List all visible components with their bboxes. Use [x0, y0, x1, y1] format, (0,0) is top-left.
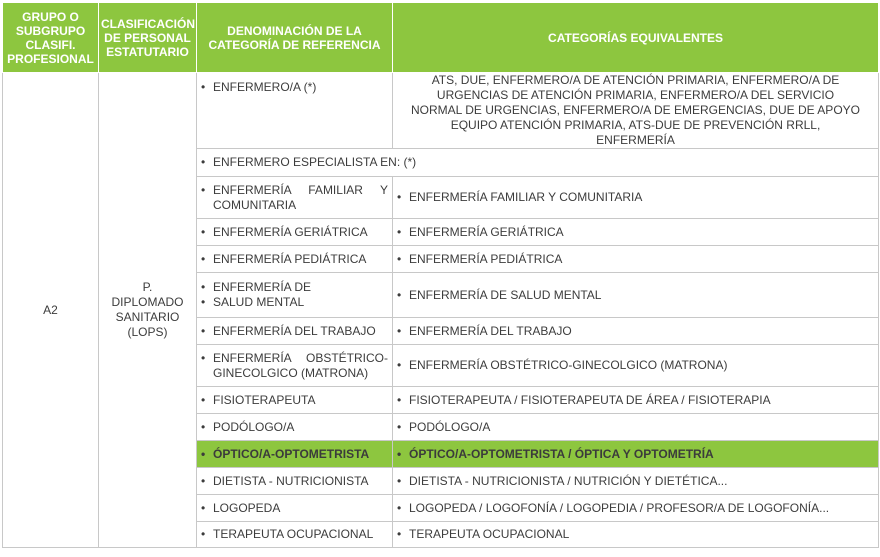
- bullet: •: [397, 323, 402, 338]
- equivalent-cell: ATS, DUE, ENFERMERO/A DE ATENCIÓN PRIMARIA, ENFERMERO/A DE URGENCIAS DE ATENCIÓN PRIMARIA, ENFERMERO/A DEL SERVICIO NORMAL DE URGENCIAS, ENFERMERO/A DE EMERGENCIAS, DUE DE APOYO EQUIPO ATENCIÓN PRIMARIA, ATS-DUE DE PREVENCIÓN RRLL, ENFERMERÍA: [393, 73, 879, 149]
- bullet: •: [397, 190, 402, 204]
- reference-cell: • ENFERMERÍA GERIÁTRICA: [197, 219, 393, 246]
- reference-cell: • ENFERMERO/A (*): [197, 73, 393, 149]
- equivalent-cell: • ENFERMERÍA FAMILIAR Y COMUNITARIA: [393, 177, 879, 219]
- bullet: •: [397, 419, 402, 434]
- equivalent-cell: • LOGOPEDA / LOGOFONÍA / LOGOPEDIA / PROFESOR/A DE LOGOFONÍA...: [393, 495, 879, 522]
- reference-cell: • PODÓLOGO/A: [197, 414, 393, 441]
- bullet: •: [397, 251, 402, 266]
- equivalent-cell: • TERAPEUTA OCUPACIONAL: [393, 522, 879, 548]
- header-equivalent-categories: CATEGORÍAS EQUIVALENTES: [393, 3, 879, 73]
- bullet: •: [397, 500, 402, 515]
- header-group: GRUPO O SUBGRUPO CLASIFI. PROFESIONAL: [3, 3, 99, 73]
- bullet: •: [201, 446, 206, 461]
- equivalent-cell: • PODÓLOGO/A: [393, 414, 879, 441]
- classification-cell: P. DIPLOMADO SANITARIO (LOPS): [99, 73, 197, 548]
- bullet: •: [397, 224, 402, 239]
- reference-cell: • ENFERMERÍA DE • SALUD MENTAL: [197, 273, 393, 318]
- equivalent-cell: • DIETISTA - NUTRICIONISTA / NUTRICIÓN Y DIETÉTICA...: [393, 468, 879, 495]
- bullet: •: [201, 182, 206, 197]
- bullet: •: [201, 323, 206, 338]
- bullet: •: [201, 251, 206, 266]
- bullet: •: [397, 392, 402, 407]
- bullet: •: [397, 527, 402, 541]
- bullet: •: [397, 473, 402, 488]
- bullet: •: [201, 500, 206, 515]
- bullet: •: [201, 419, 206, 434]
- reference-cell: • DIETISTA - NUTRICIONISTA: [197, 468, 393, 495]
- reference-cell: • ENFERMERÍA FAMILIAR Y COMUNITARIA: [197, 177, 393, 219]
- bullet: •: [201, 392, 206, 407]
- reference-cell: • ENFERMERO ESPECIALISTA EN: (*): [197, 149, 879, 177]
- group-cell: A2: [3, 73, 99, 548]
- table-header-row: [3, 3, 879, 73]
- reference-cell: • LOGOPEDA: [197, 495, 393, 522]
- bullet: •: [201, 155, 206, 169]
- reference-cell: • ENFERMERÍA PEDIÁTRICA: [197, 246, 393, 273]
- equivalent-cell: • ENFERMERÍA GERIÁTRICA: [393, 219, 879, 246]
- reference-cell: • TERAPEUTA OCUPACIONAL: [197, 522, 393, 548]
- bullet: •: [397, 287, 402, 302]
- header-reference-category: DENOMINACIÓN DE LA CATEGORÍA DE REFERENCIA: [197, 3, 393, 73]
- header-classification: CLASIFICACIÓN DE PERSONAL ESTATUTARIO: [99, 3, 197, 73]
- bullet: •: [201, 280, 206, 294]
- table-row: [3, 73, 879, 149]
- bullet: •: [397, 358, 402, 372]
- bullet: •: [201, 527, 206, 541]
- equivalent-cell: • ENFERMERÍA DEL TRABAJO: [393, 318, 879, 345]
- equivalent-cell: • ENFERMERÍA PEDIÁTRICA: [393, 246, 879, 273]
- equivalent-cell: • ÓPTICO/A-OPTOMETRISTA / ÓPTICA Y OPTOMETRÍA: [393, 441, 879, 468]
- equivalent-cell: • FISIOTERAPEUTA / FISIOTERAPEUTA DE ÁREA / FISIOTERAPIA: [393, 387, 879, 414]
- bullet: •: [201, 224, 206, 239]
- bullet: •: [397, 446, 402, 461]
- reference-cell: • ÓPTICO/A-OPTOMETRISTA: [197, 441, 393, 468]
- reference-cell: • ENFERMERÍA DEL TRABAJO: [197, 318, 393, 345]
- bullet: •: [201, 295, 206, 309]
- reference-cell: • FISIOTERAPEUTA: [197, 387, 393, 414]
- reference-cell: • ENFERMERÍA OBSTÉTRICO-GINECOLGICO (MATRONA): [197, 345, 393, 387]
- categories-table: [2, 2, 879, 548]
- bullet: •: [201, 80, 206, 94]
- bullet: •: [201, 350, 206, 365]
- equivalent-cell: • ENFERMERÍA OBSTÉTRICO-GINECOLGICO (MATRONA): [393, 345, 879, 387]
- equivalent-cell: • ENFERMERÍA DE SALUD MENTAL: [393, 273, 879, 318]
- bullet: •: [201, 473, 206, 488]
